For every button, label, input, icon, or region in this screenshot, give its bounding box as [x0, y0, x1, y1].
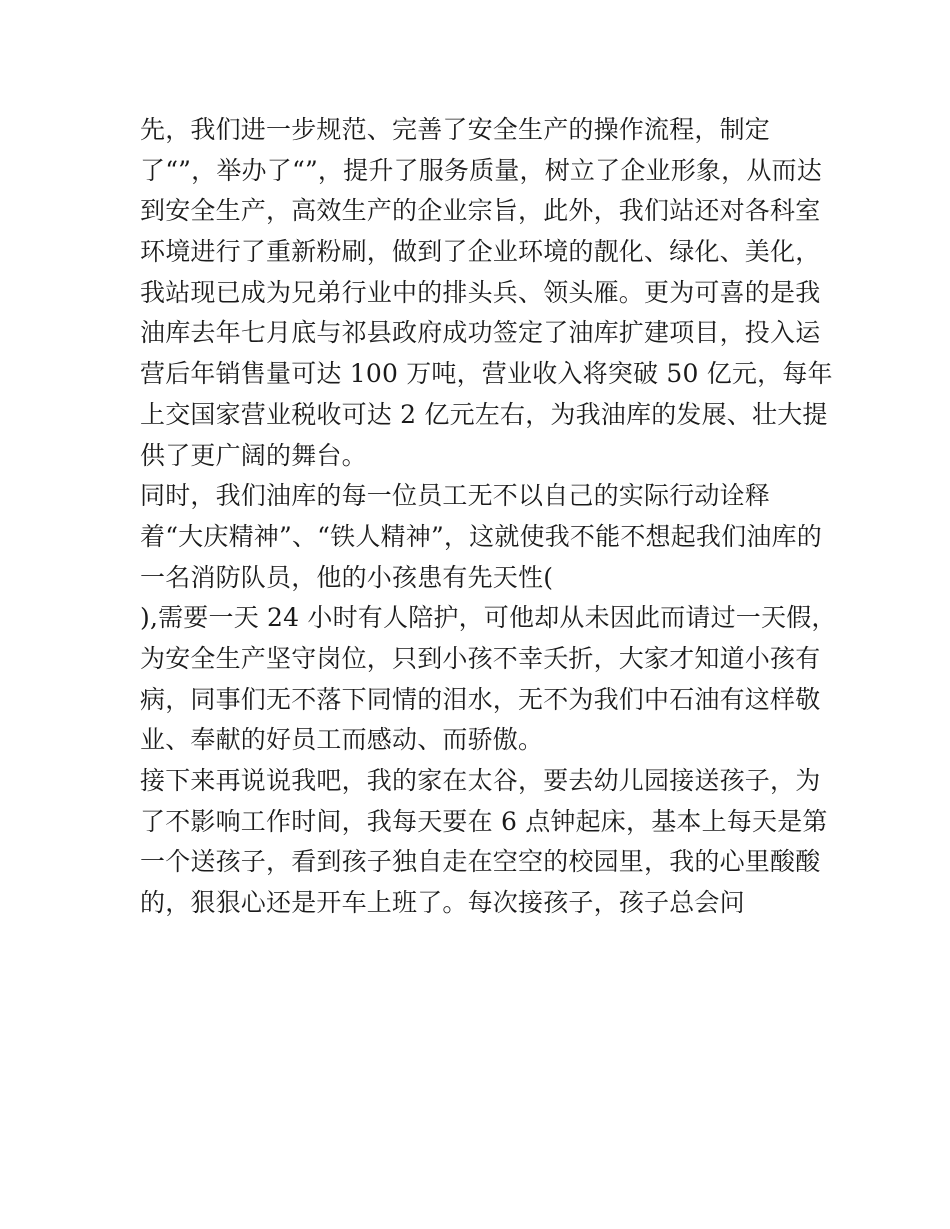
text-line: 先，我们进一步规范、完善了安全生产的操作流程，制定 [140, 115, 771, 144]
text-line: 为安全生产坚守岗位，只到小孩不幸夭折，大家才知道小孩有 [140, 643, 821, 673]
text-line: 同时，我们油库的每一位员工无不以自己的实际行动诠释 [140, 481, 771, 511]
text-line: 病，同事们无不落下同情的泪水，无不为我们中石油有这样敬 [140, 684, 821, 714]
text-line: 的，狠狠心还是开车上班了。每次接孩子，孩子总会问 [140, 888, 745, 918]
text-line: 到安全生产，高效生产的企业宗旨，此外，我们站还对各科室 [140, 196, 821, 226]
body-text [140, 110, 837, 924]
text-line: 油库去年七月底与祁县政府成功签定了油库扩建项目，投入运 [140, 318, 821, 348]
text-line: 了“”，举办了“”，提升了服务质量，树立了企业形象，从而达 [140, 155, 822, 185]
text-line: 业、奉献的好员工而感动、而骄傲。 [140, 725, 544, 755]
text-line: 接下来再说说我吧，我的家在太谷，要去幼儿园接送孩子，为 [140, 766, 821, 795]
text-line: 营后年销售量可达 100 万吨，营业收入将突破 50 亿元，每年 [140, 359, 833, 389]
text-line: 一个送孩子，看到孩子独自走在空空的校园里，我的心里酸酸 [140, 847, 821, 877]
text-line: 我站现已成为兄弟行业中的排头兵、领头雁。更为可喜的是我 [140, 277, 821, 307]
text-line: ),需要一天 24 小时有人陪护，可他却从未因此而请过一天假， [140, 603, 837, 633]
text-line: 着“大庆精神”、“铁人精神”，这就使我不能不想起我们油库的 [140, 521, 822, 551]
text-line: 供了更广阔的舞台。 [140, 440, 367, 470]
text-line: 了不影响工作时间，我每天要在 6 点钟起床，基本上每天是第 [140, 806, 828, 836]
text-line: 上交国家营业税收可达 2 亿元左右，为我油库的发展、壮大提 [140, 399, 828, 429]
text-line: 一名消防队员，他的小孩患有先天性( [140, 562, 554, 592]
text-line: 环境进行了重新粉刷，做到了企业环境的靓化、绿化、美化， [140, 237, 821, 267]
